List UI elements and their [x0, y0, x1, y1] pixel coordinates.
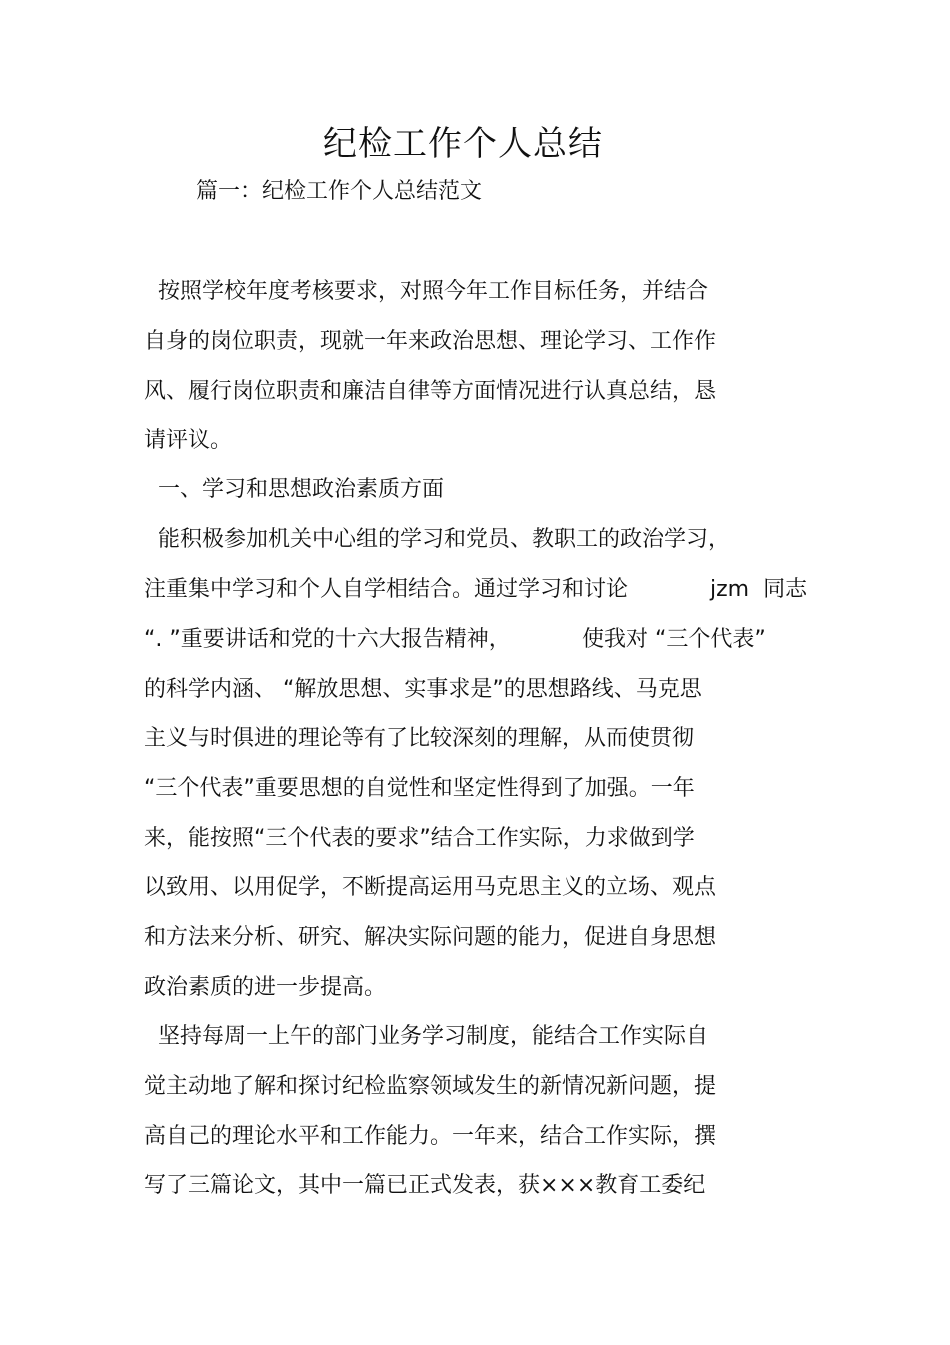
paragraph-line-composite [144, 574, 844, 606]
paragraph-line-segment: 注重集中学习和个人自学相结合。通过学习和讨论 [144, 577, 629, 602]
paragraph-line: “三个代表”重要思想的自觉性和坚定性得到了加强。一年 [144, 776, 695, 801]
paragraph-line: 高自己的理论水平和工作能力。一年来，结合工作实际，撰 [144, 1124, 717, 1149]
paragraph-line: 觉主动地了解和探讨纪检监察领域发生的新情况新问题，提 [144, 1074, 717, 1099]
paragraph-line: 写了三篇论文，其中一篇已正式发表，获×××教育工委纪 [144, 1173, 706, 1198]
paragraph-line-segment: “. ”重要讲话和党的十六大报告精神， [144, 627, 511, 652]
paragraph-line: 以致用、以用促学，不断提高运用马克思主义的立场、观点 [144, 875, 717, 900]
section-heading: 一、学习和思想政治素质方面 [144, 477, 444, 502]
paragraph-line: 请评议。 [144, 428, 233, 453]
paragraph-line: 主义与时俱进的理论等有了比较深刻的理解，从而使贯彻 [144, 726, 695, 751]
paragraph-line: 能积极参加机关中心组的学习和党员、教职工的政治学习， [144, 527, 730, 552]
document-title: 纪检工作个人总结 [323, 124, 603, 164]
paragraph-line-composite [144, 624, 844, 656]
paragraph-line: 来，能按照“三个代表的要求”结合工作实际，力求做到学 [144, 826, 695, 851]
paragraph-line: 和方法来分析、研究、解决实际问题的能力，促进自身思想 [144, 925, 717, 950]
paragraph-line: 坚持每周一上午的部门业务学习制度，能结合工作实际自 [144, 1024, 708, 1049]
paragraph-line-segment: 使我对 “三个代表” [582, 627, 766, 652]
document-subtitle: 篇一：纪检工作个人总结范文 [196, 179, 483, 204]
paragraph-line: 政治素质的进一步提高。 [144, 975, 387, 1000]
paragraph-line-segment: jzm 同志 [710, 577, 808, 602]
paragraph-line: 风、履行岗位职责和廉洁自律等方面情况进行认真总结，恳 [144, 379, 717, 404]
paragraph-line: 自身的岗位职责，现就一年来政治思想、理论学习、工作作 [144, 329, 717, 354]
paragraph-line: 按照学校年度考核要求，对照今年工作目标任务，并结合 [144, 279, 708, 304]
paragraph-line: 的科学内涵、 “解放思想、实事求是”的思想路线、马克思 [144, 677, 702, 702]
